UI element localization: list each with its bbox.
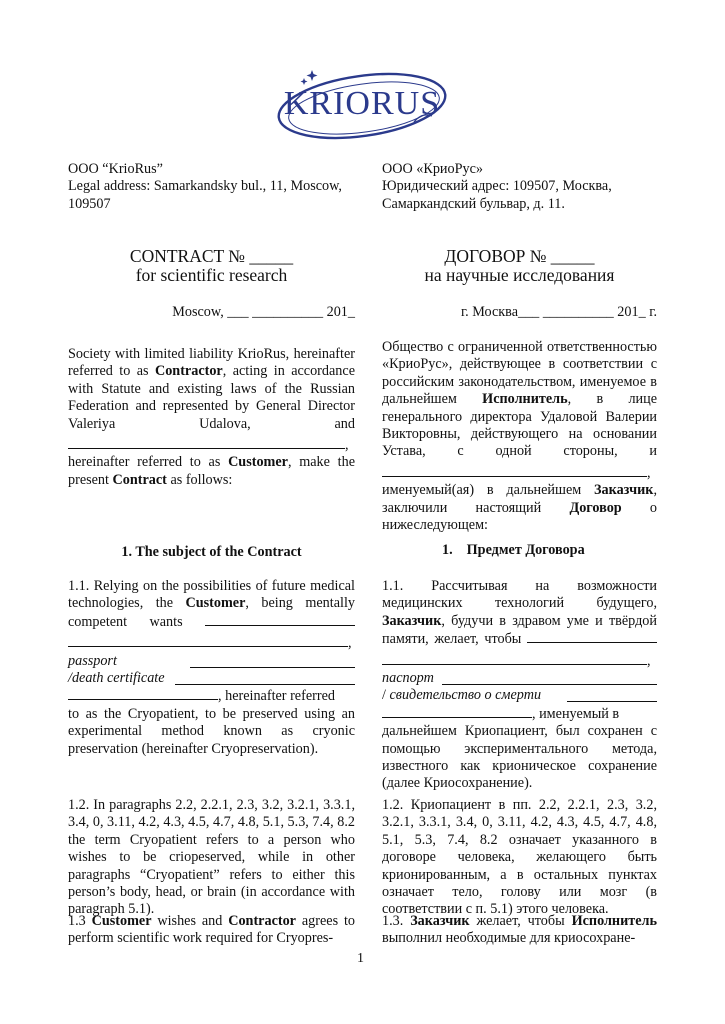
contract-title-en xyxy=(68,247,355,285)
clause-1-2-en: 1.2. In paragraphs 2.2, 2.2.1, 2.3, 3.2, 3.2.1, 3.3.1, 3.4, 0, 3.11, 4.2, 4.3, 4.5, 4.7, 4.8, 5.1, 5.3, 7.4, 8.2 the term Cryopatient refers to a person who wishes to be criopeserved, while in other paragraphs “Cryopatient” refers to either this person’s body, head, or brain (in accordance with paragraph 5.1). xyxy=(68,797,355,918)
legal-address-en: Legal address: Samarkandsky bul., 11, Moscow, 109507 xyxy=(68,178,342,212)
place-date-ru: г. Москва___ __________ 201_ г. xyxy=(460,304,657,320)
title-line1-en: CONTRACT № _____ xyxy=(129,246,294,266)
place-date-en: Moscow, ___ __________ 201_ xyxy=(172,304,355,320)
legal-address-ru: Юридический адрес: 109507, Москва, Самаркандский бульвар, д. 11. xyxy=(382,178,612,212)
clause-1-1-en: 1.1. Relying on the possibilities of future medical technologies, the Customer, being mentally competent wants , passport /death certificate , hereinafter referred to as the Cryopatient, to be preserved using an experimental method known as cryonic preservation (hereinafter Cryopreservation). xyxy=(68,578,355,757)
preamble-en: Society with limited liability KrioRus, hereinafter referred to as Contractor, acting in accordance with Statute and existing laws of the Russian Federation and represented by General Director Valeriya Udalova, and , hereinafter referred to as Customer, make the present Contract as follows: xyxy=(68,346,355,488)
title-line2-en: for scientific research xyxy=(135,265,288,285)
section1-heading-en: 1. The subject of the Contract xyxy=(121,544,302,560)
title-line1-ru: ДОГОВОР № _____ xyxy=(444,246,595,266)
clause-1-3-en: 1.3 Customer wishes and Contractor agrees to perform scientific work required for Cryopres- xyxy=(68,913,355,947)
preamble-ru: Общество с ограниченной ответственностью «КриоРус», действующее в соответствии с российским законодательством, именуемое в дальнейшем Исполнитель, в лице генерального директора Удаловой Валерии Викторовны, действующего на основании Устава, с одной стороны, и , именуемый(ая) в дальнейшем Заказчик, заключили настоящий Договор о нижеследующем: xyxy=(382,339,658,534)
clause-1-3-ru: 1.3. Заказчик желает, чтобы Исполнитель выполнил необходимые для криосохране- xyxy=(382,913,658,947)
section1-heading-ru: 1. Предмет Договора xyxy=(442,542,585,558)
company-header-en xyxy=(68,161,355,213)
title-line2-ru: на научные исследования xyxy=(424,265,615,285)
clause-1-2-ru: 1.2. Криопациент в пп. 2.2, 2.2.1, 2.3, 3.2, 3.2.1, 3.3.1, 3.4, 0, 3.11, 4.2, 4.3, 4.5, 4.7, 4.8, 5.1, 5.3, 7.4, 8.2 означает указанного в договоре человека, желающего быть крионированным, а в остальных пунктах означает тело, голову или мозг (в соответствии с п. 5.1) этого человека. xyxy=(382,797,657,918)
company-name-en: OOO “KrioRus” xyxy=(68,161,163,177)
clause-1-1-ru: 1.1. Рассчитывая на возможности медицинских технологий будущего, Заказчик, будучи в здравом уме и твёрдой памяти, желает, чтобы , паспорт / свидетельство о смерти , именуемый в дальнейшем Криопациент, был сохранен с помощью экспериментального метода, известного как крионическое сохранение (далее Криосохранение). xyxy=(382,578,657,792)
company-header-ru xyxy=(382,161,657,213)
page-number: 1 xyxy=(357,951,364,966)
contract-title-ru xyxy=(382,247,657,285)
company-name-ru: ООО «КриоРус» xyxy=(382,161,483,177)
kriorus-logo xyxy=(274,62,452,154)
logo-text: KRIORUS xyxy=(283,85,441,122)
